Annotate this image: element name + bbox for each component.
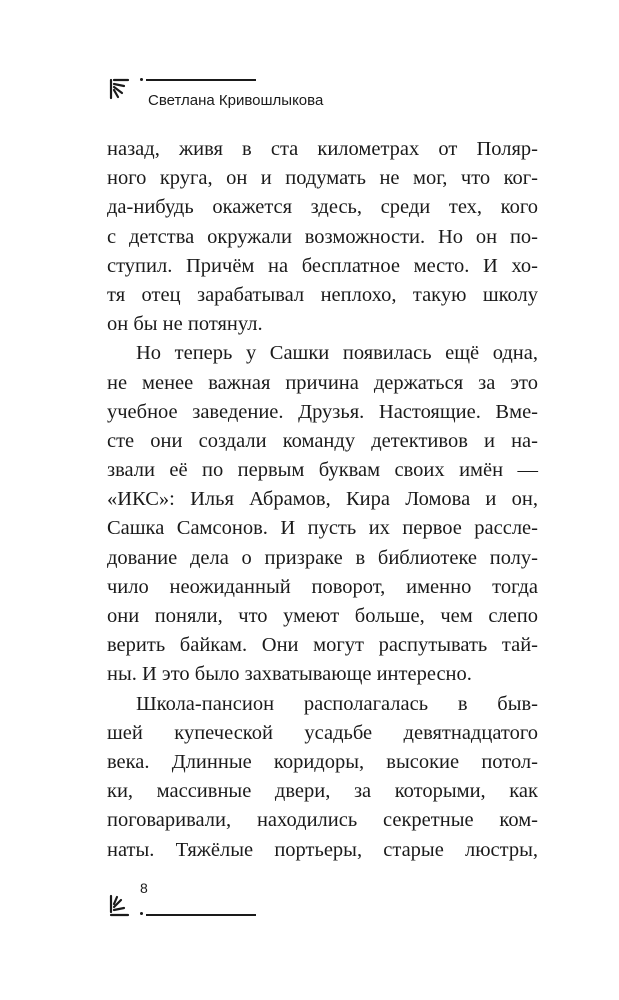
paragraph (107, 690, 538, 865)
text-line: ны. И это было захватывающе интересно. (107, 663, 472, 686)
text-line: с детства окружали возможности. Но он по- (107, 225, 538, 248)
text-line: ки, массивные двери, за которыми, как (107, 780, 538, 803)
running-footer (108, 880, 258, 920)
text-line: тя отец зарабатывал неплохо, такую школу (107, 283, 538, 306)
text-line: ного круга, он и подумать не мог, что ког- (107, 167, 538, 190)
text-line: чило неожиданный поворот, именно тогда (107, 575, 538, 598)
author-name: Светлана Кривошлыкова (148, 92, 324, 109)
text-line: дование дела о призраке в библиотеке полу- (107, 546, 538, 569)
ornament-dot (140, 912, 143, 915)
sunburst-ornament-icon (108, 894, 136, 918)
text-line: шей купеческой усадьбе девятнадцатого (107, 721, 538, 744)
text-line: да-нибудь окажется здесь, среди тех, кого (107, 196, 538, 219)
text-line: Но теперь у Сашки появилась ещё одна, (136, 342, 538, 365)
sunburst-ornament-icon (108, 78, 136, 100)
text-line: звали её по первым буквам своих имён — (107, 459, 538, 482)
footer-rule (146, 914, 256, 916)
text-line: сте они создали команду детективов и на- (107, 429, 538, 452)
text-line: учебное заведение. Друзья. Настоящие. Вме- (107, 400, 538, 423)
paragraph (107, 135, 538, 339)
text-line: верить байкам. Они могут распутывать тай- (107, 634, 538, 657)
text-line: наты. Тяжёлые портьеры, старые люстры, (107, 838, 538, 861)
text-line: «ИКС»: Илья Абрамов, Кира Ломова и он, (107, 488, 538, 511)
text-line: ступил. Причём на бесплатное место. И хо- (107, 254, 538, 277)
header-rule (146, 79, 256, 81)
paragraph (107, 339, 538, 689)
text-line: они поняли, что умеют больше, чем слепо (107, 605, 538, 627)
text-line: не менее важная причина держаться за это (107, 371, 538, 394)
running-header (108, 72, 324, 112)
body-text (107, 135, 538, 865)
text-line: Школа-пансион располагалась в быв- (136, 692, 538, 715)
text-line: Сашка Самсонов. И пусть их первое рассле- (107, 517, 538, 540)
text-line: он бы не потянул. (107, 313, 263, 336)
page-number: 8 (140, 880, 148, 896)
text-line: поговаривали, находились секретные ком- (107, 809, 538, 832)
text-line: назад, живя в ста километрах от Поляр- (107, 138, 538, 160)
text-line: века. Длинные коридоры, высокие потол- (107, 750, 538, 773)
ornament-dot (140, 78, 143, 81)
